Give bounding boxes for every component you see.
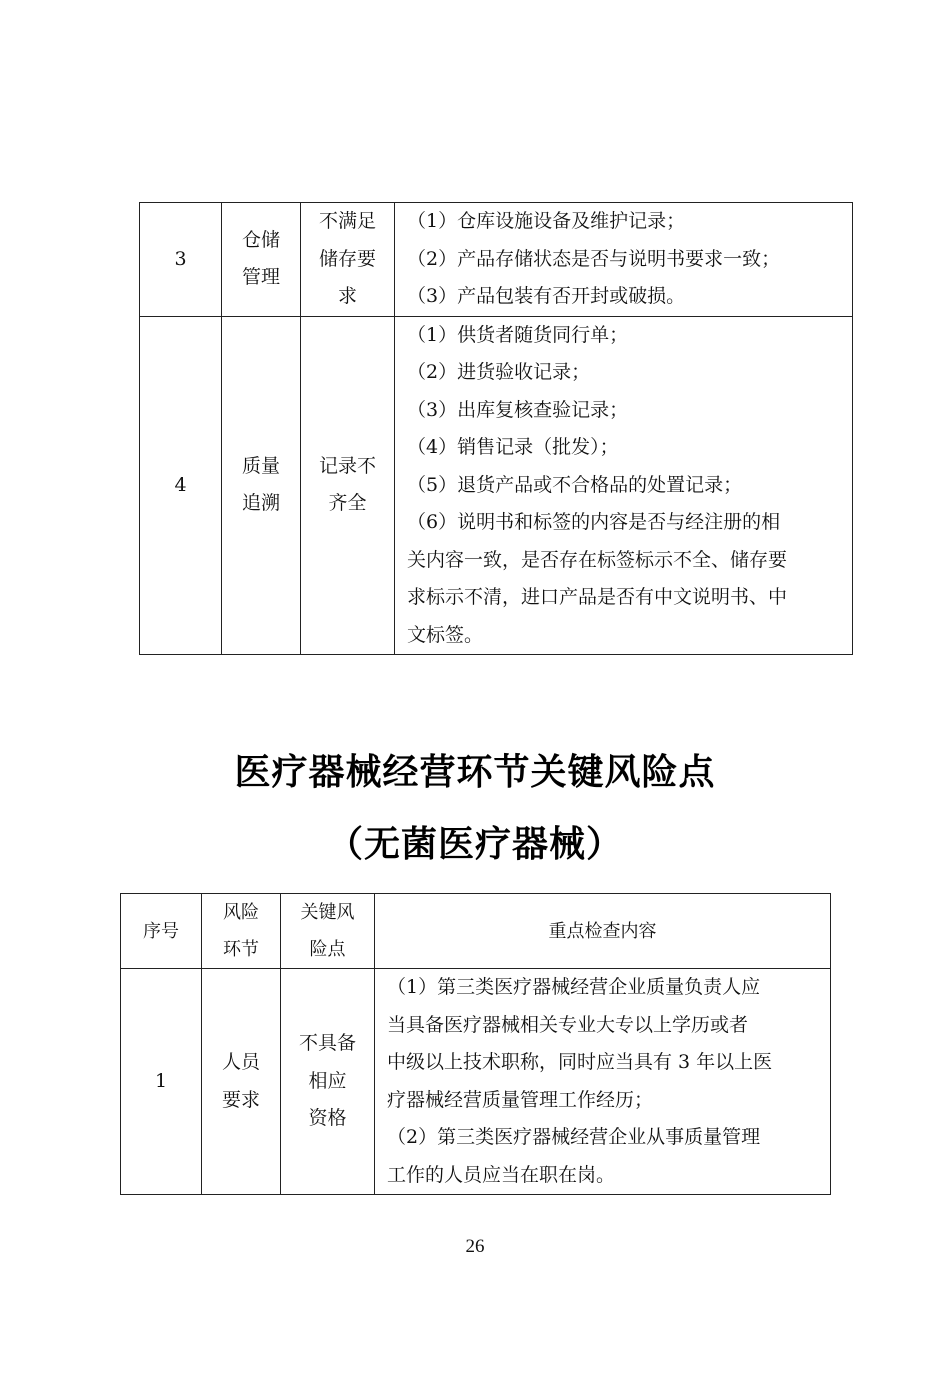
inspection-item: （6）说明书和标签的内容是否与经注册的相 <box>407 511 781 533</box>
section-subtitle: （无菌医疗器械） <box>326 824 623 865</box>
inspection-content-cell <box>395 316 853 655</box>
inspection-item: （1）仓库设施设备及维护记录； <box>407 210 686 232</box>
table-row <box>140 203 853 317</box>
risk-stage-cell <box>222 316 301 655</box>
row-index-cell: 4 <box>140 316 222 655</box>
row-index-cell: 3 <box>140 203 222 317</box>
inspection-item: （3）产品包装有否开封或破损。 <box>407 285 686 307</box>
inspection-item: 疗器械经营质量管理工作经历； <box>387 1088 654 1111</box>
risk-stage-line: 人员 <box>221 1051 260 1073</box>
row-index-cell: 1 <box>121 969 202 1195</box>
key-risk-line: 齐全 <box>328 492 367 515</box>
continued-risk-table <box>139 202 853 655</box>
risk-stage-cell <box>222 203 301 317</box>
inspection-item: （2）第三类医疗器械经营企业从事质量管理 <box>387 1126 761 1148</box>
key-risk-cell <box>281 969 375 1195</box>
inspection-item: （2）产品存储状态是否与说明书要求一致； <box>407 247 781 270</box>
table-row <box>121 969 831 1195</box>
risk-stage-line: 追溯 <box>241 492 280 515</box>
risk-stage-line: 仓储 <box>241 228 280 251</box>
risk-stage-line: 管理 <box>241 266 280 289</box>
header-content: 重点检查内容 <box>375 894 831 969</box>
inspection-item: （3）出库复核查验记录； <box>407 398 629 421</box>
risk-stage-cell <box>202 969 281 1195</box>
sterile-device-risk-table <box>120 893 831 1195</box>
key-risk-cell <box>301 316 395 655</box>
inspection-content-cell <box>395 203 853 317</box>
inspection-item: （4）销售记录（批发）； <box>407 436 619 458</box>
header-key-risk <box>281 894 375 969</box>
header-risk-stage-line: 风险 <box>223 902 259 923</box>
header-risk-stage <box>202 894 281 969</box>
key-risk-line: 不具备 <box>298 1032 356 1055</box>
key-risk-line: 求 <box>337 285 357 307</box>
header-key-risk-line: 关键风 <box>300 902 355 923</box>
inspection-item: 关内容一致，是否存在标签标示不全、储存要 <box>407 548 788 571</box>
risk-stage-line: 要求 <box>221 1088 260 1111</box>
inspection-item: 当具备医疗器械相关专业大专以上学历或者 <box>387 1013 749 1036</box>
key-risk-line: 记录不 <box>318 454 376 477</box>
header-risk-stage-line: 环节 <box>223 939 259 960</box>
inspection-item: 中级以上技术职称，同时应当具有 3 年以上医 <box>387 1051 773 1073</box>
key-risk-line: 相应 <box>308 1069 347 1092</box>
table-row <box>140 316 853 655</box>
inspection-item: （1）供货者随货同行单； <box>407 323 629 346</box>
key-risk-cell <box>301 203 395 317</box>
inspection-item: 文标签。 <box>407 623 484 646</box>
table-header-row <box>121 894 831 969</box>
header-key-risk-line: 险点 <box>309 939 346 960</box>
inspection-item: （1）第三类医疗器械经营企业质量负责人应 <box>387 976 761 998</box>
inspection-item: 工作的人员应当在职在岗。 <box>387 1163 616 1186</box>
section-title: 医疗器械经营环节关键风险点 <box>234 752 716 793</box>
risk-stage-line: 质量 <box>241 454 280 477</box>
key-risk-line: 资格 <box>308 1107 347 1130</box>
header-index: 序号 <box>121 894 202 969</box>
key-risk-line: 储存要 <box>318 247 376 270</box>
inspection-content-cell <box>375 969 831 1195</box>
page-number: 26 <box>465 1236 485 1257</box>
inspection-item: （2）进货验收记录； <box>407 361 591 383</box>
inspection-item: （5）退货产品或不合格品的处置记录； <box>407 473 743 496</box>
key-risk-line: 不满足 <box>318 210 376 232</box>
inspection-item: 求标示不清，进口产品是否有中文说明书、中 <box>407 586 788 608</box>
